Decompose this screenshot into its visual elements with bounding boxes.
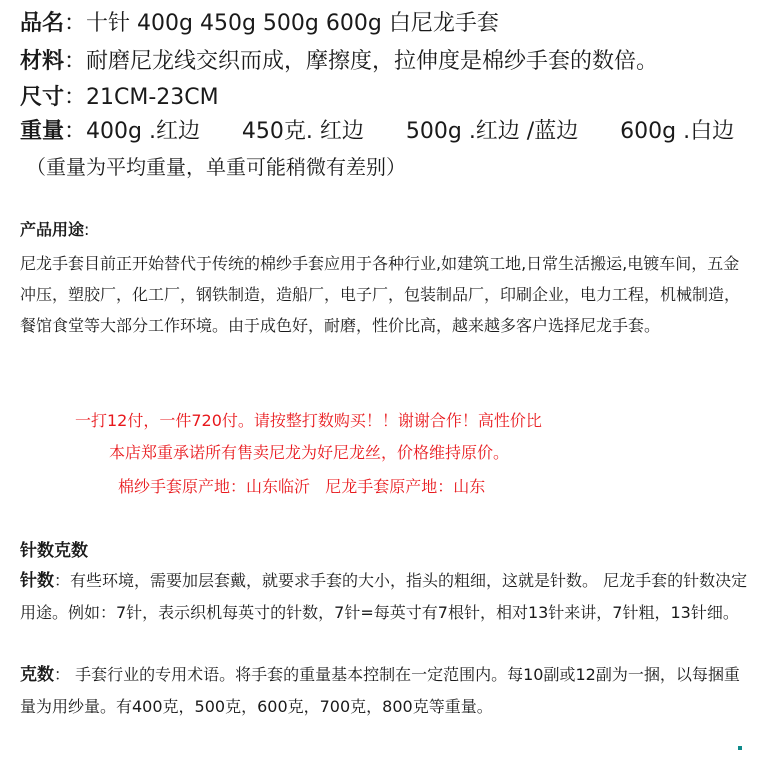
spec-name-label: 品名 [20, 11, 65, 36]
spec-size-line [20, 83, 219, 113]
spec-material-sep: ： [64, 49, 87, 74]
needle-sep: ： [54, 571, 71, 590]
corner-mark [738, 746, 742, 750]
spec-weight-sep: ： [64, 119, 87, 144]
usage-title-text: 产品用途 [20, 220, 85, 239]
spec-weight-line [20, 117, 734, 147]
spec-weight-note: （重量为平均重量，单重可能稍微有差别） [26, 155, 406, 179]
spec-material-line [20, 47, 658, 77]
spec-name-line [20, 9, 499, 39]
gram-label: 克数 [20, 665, 54, 685]
spec-material-value: 耐磨尼龙线交织而成，摩擦度，拉伸度是棉纱手套的数倍。 [86, 49, 659, 74]
usage-title-sep: : [84, 220, 90, 239]
spec-name-value: 十针 400g 450g 500g 600g 白尼龙手套 [86, 11, 499, 36]
needle-text: 有些环境，需要加层套戴，就要求手套的大小，指头的粗细，这就是针数。 尼龙手套的针数决定用途。例如：7针，表示织机每英寸的针数，7针=每英寸有7根针，相对13针来讲，7针粗，13针细。 [20, 571, 748, 622]
notice-line-3: 棉纱手套原产地：山东临沂 尼龙手套原产地：山东 [118, 477, 486, 496]
needle-paragraph [20, 565, 750, 628]
notice-line-2: 本店郑重承诺所有售卖尼龙为好尼龙丝，价格维持原价。 [109, 443, 510, 462]
needles-title: 针数克数 [20, 541, 88, 561]
spec-size-sep: ： [64, 85, 87, 110]
notice-line-1: 一打12付，一件720付。请按整打数购买！！谢谢合作！高性价比 [75, 411, 542, 430]
spec-material-label: 材料 [20, 49, 65, 74]
spec-name-sep: ： [64, 11, 87, 36]
spec-weight-value: 400g .红边 450克. 红边 500g .红边 /蓝边 600g .白边 [86, 119, 735, 144]
gram-text: 手套行业的专用术语。将手套的重量基本控制在一定范围内。每10副或12副为一捆，以每捆重量为用纱量。有400克，500克，600克，700克，800克等重量。 [20, 665, 740, 716]
gram-paragraph [20, 659, 750, 722]
gram-sep: ： [54, 665, 71, 684]
usage-title [20, 219, 89, 241]
needle-label: 针数 [20, 571, 54, 591]
spec-size-value: 21CM-23CM [86, 85, 219, 110]
spec-weight-label: 重量 [20, 119, 65, 144]
spec-size-label: 尺寸 [20, 85, 65, 110]
usage-paragraph: 尼龙手套目前正开始替代于传统的棉纱手套应用于各种行业,如建筑工地,日常生活搬运,电镀车间，五金冲压，塑胶厂，化工厂，钢铁制造，造船厂，电子厂，包装制品厂，印刷企业，电力工程，机械制造，餐馆食堂等大部分工作环境。由于成色好，耐磨，性价比高，越来越多客户选择尼龙手套。 [20, 254, 741, 335]
